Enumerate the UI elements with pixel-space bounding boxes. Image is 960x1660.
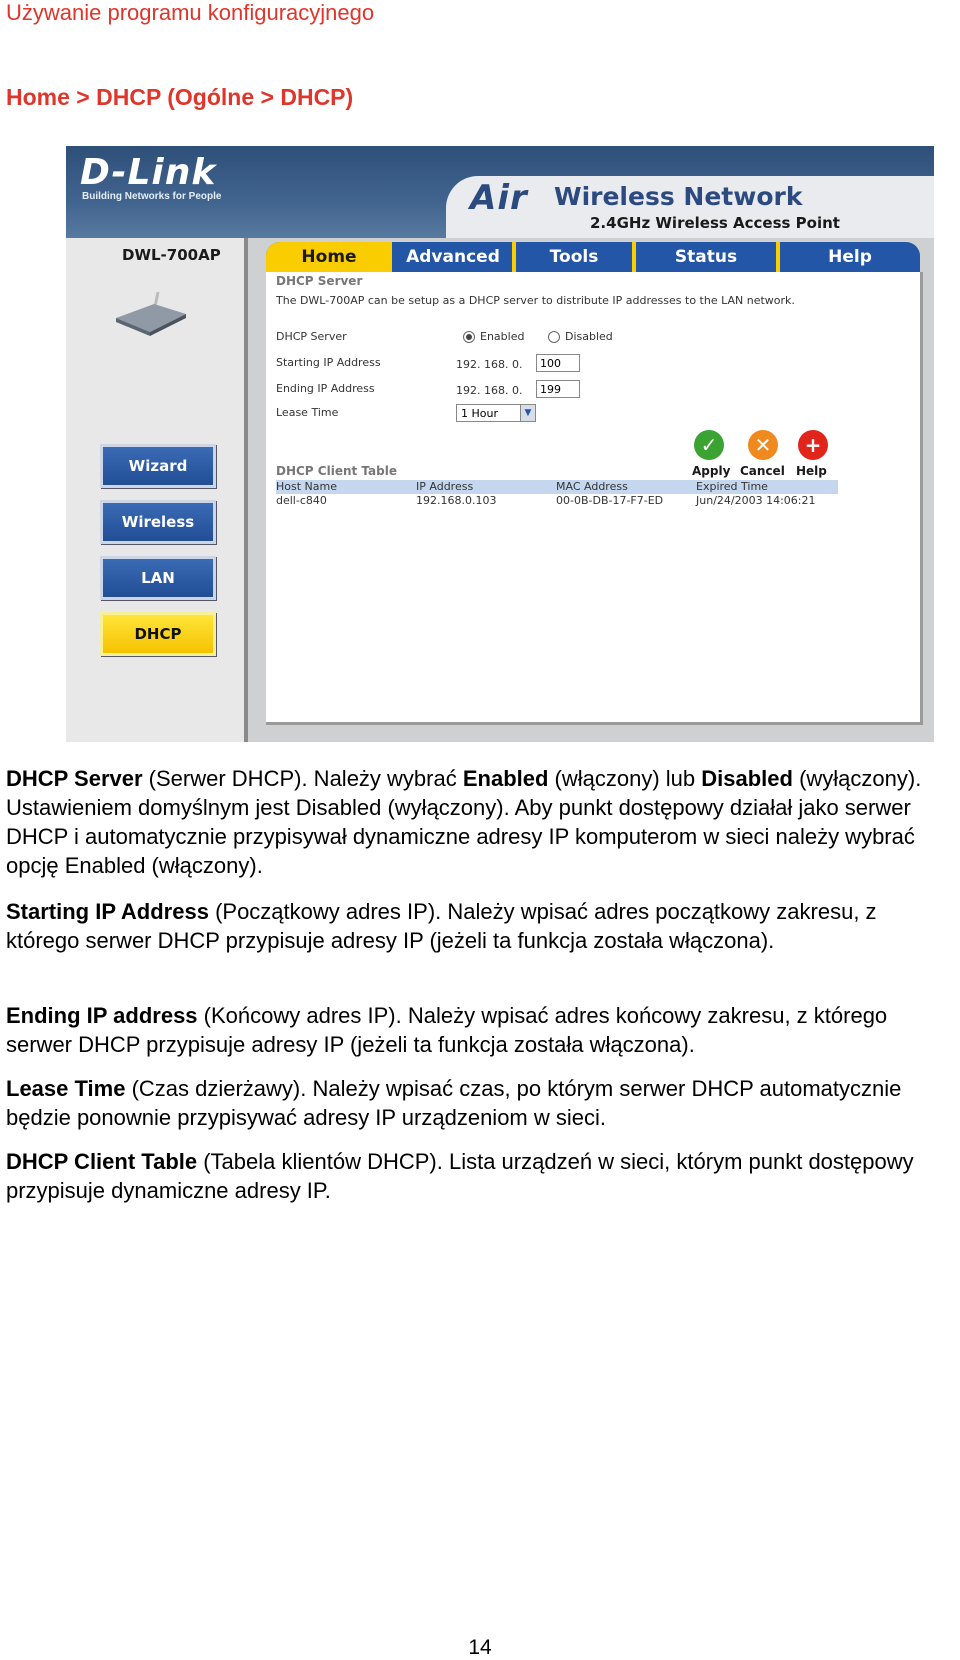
- cancel-icon[interactable]: ✕: [748, 430, 778, 460]
- dhcp-content-panel: [266, 272, 923, 725]
- starting-ip-label: Starting IP Address: [276, 356, 381, 369]
- tab-home[interactable]: Home: [266, 242, 392, 272]
- help-button-label[interactable]: Help: [796, 464, 827, 478]
- disabled-radio[interactable]: [548, 331, 560, 343]
- lease-time-value: 1 Hour: [461, 407, 498, 420]
- client-table-header: [276, 480, 838, 494]
- tab-tools[interactable]: Tools: [549, 247, 599, 267]
- page-number: 14: [468, 1636, 492, 1659]
- sidebar-wireless-button[interactable]: Wireless: [100, 500, 216, 544]
- row-host-name: dell-c840: [276, 494, 327, 507]
- col-host-name: Host Name: [276, 480, 337, 493]
- apply-button-label[interactable]: Apply: [692, 464, 731, 478]
- row-mac-address: 00-0B-DB-17-F7-ED: [556, 494, 664, 507]
- nav-tabs: [266, 242, 920, 272]
- ending-ip-input[interactable]: 199: [536, 380, 580, 398]
- starting-ip-prefix: 192. 168. 0.: [456, 358, 523, 371]
- term: DHCP Client Table: [6, 1149, 198, 1174]
- dhcp-description: The DWL-700AP can be setup as a DHCP server to distribute IP addresses to the LAN network.: [276, 294, 795, 307]
- row-expired-time: Jun/24/2003 14:06:21: [696, 494, 816, 507]
- tab-advanced[interactable]: Advanced: [406, 247, 500, 267]
- product-name: Wireless Network: [554, 182, 803, 211]
- term: DHCP Server: [6, 766, 143, 791]
- tab-status[interactable]: Status: [674, 247, 738, 267]
- term: Disabled: [701, 766, 793, 791]
- enabled-radio[interactable]: [463, 331, 475, 343]
- paragraph-dhcp-server: [6, 764, 956, 880]
- paragraph-starting-ip: [6, 897, 956, 955]
- chapter-header: Używanie programu konfiguracyjnego: [6, 0, 375, 25]
- text: (Tabela klientów DHCP). Lista urządzeń w sieci, którym punkt dostępowy przypisuje dynamiczne adresy IP.: [6, 1149, 914, 1203]
- banner: [66, 146, 934, 238]
- section-title-client-table: DHCP Client Table: [276, 464, 397, 478]
- dhcp-server-label: DHCP Server: [276, 330, 347, 343]
- tab-help[interactable]: Help: [828, 247, 872, 267]
- lease-time-select[interactable]: [456, 404, 536, 422]
- col-ip-address: IP Address: [416, 480, 474, 493]
- disabled-label: Disabled: [565, 330, 613, 343]
- lease-time-label: Lease Time: [276, 406, 339, 419]
- text: (Serwer DHCP). Należy wybrać: [142, 766, 463, 791]
- model-name: DWL-700AP: [122, 246, 221, 264]
- paragraph-client-table: [6, 1147, 956, 1205]
- table-row: [276, 494, 838, 508]
- sidebar: [66, 238, 248, 742]
- access-point-icon: [114, 292, 188, 336]
- row-ip-address: 192.168.0.103: [416, 494, 497, 507]
- product-subtitle: 2.4GHz Wireless Access Point: [590, 214, 840, 232]
- paragraph-lease-time: [6, 1074, 956, 1132]
- col-expired-time: Expired Time: [696, 480, 768, 493]
- text: (wyłączony). Ustawieniem domyślnym jest Disabled (wyłączony). Aby punkt dostępowy działał jako serwer DHCP i automatycznie przypisywał dynamiczne adresy IP komputerom w sieci należy wybrać opcję Enabled (włączony).: [6, 766, 922, 878]
- text: (Czas dzierżawy). Należy wpisać czas, po którym serwer DHCP automatycznie będzie ponownie przypisywać adresy IP urządzeniom w sieci.: [6, 1076, 902, 1130]
- starting-ip-input[interactable]: 100: [536, 354, 580, 372]
- enabled-label: Enabled: [480, 330, 525, 343]
- col-mac-address: MAC Address: [556, 480, 628, 493]
- text: (Początkowy adres IP). Należy wpisać adres początkowy zakresu, z którego serwer DHCP przypisuje adresy IP (jeżeli ta funkcja została włączona).: [6, 899, 877, 953]
- sidebar-dhcp-button[interactable]: DHCP: [100, 612, 216, 656]
- text: (włączony) lub: [548, 766, 702, 791]
- chevron-down-icon: ▼: [520, 405, 535, 421]
- product-air: Air: [470, 178, 528, 218]
- dlink-logo: D-Link: [80, 152, 217, 193]
- term: Ending IP address: [6, 1003, 198, 1028]
- ending-ip-label: Ending IP Address: [276, 382, 375, 395]
- term: Enabled: [462, 766, 549, 791]
- section-title-dhcp-server: DHCP Server: [276, 274, 363, 288]
- help-icon[interactable]: +: [798, 430, 828, 460]
- sidebar-wizard-button[interactable]: Wizard: [100, 444, 216, 488]
- router-ui-screenshot: [66, 146, 934, 742]
- brand-tagline: Building Networks for People: [82, 191, 222, 202]
- breadcrumb: Home > DHCP (Ogólne > DHCP): [6, 84, 354, 110]
- term: Starting IP Address: [6, 899, 209, 924]
- product-title-area: [446, 176, 934, 238]
- ending-ip-prefix: 192. 168. 0.: [456, 384, 523, 397]
- paragraph-ending-ip: [6, 1001, 956, 1059]
- sidebar-lan-button[interactable]: LAN: [100, 556, 216, 600]
- cancel-button-label[interactable]: Cancel: [740, 464, 785, 478]
- term: Lease Time: [6, 1076, 126, 1101]
- text: (Końcowy adres IP). Należy wpisać adres końcowy zakresu, z którego serwer DHCP przypisuje adresy IP (jeżeli ta funkcja została włączona).: [6, 1003, 888, 1057]
- apply-icon[interactable]: ✓: [694, 430, 724, 460]
